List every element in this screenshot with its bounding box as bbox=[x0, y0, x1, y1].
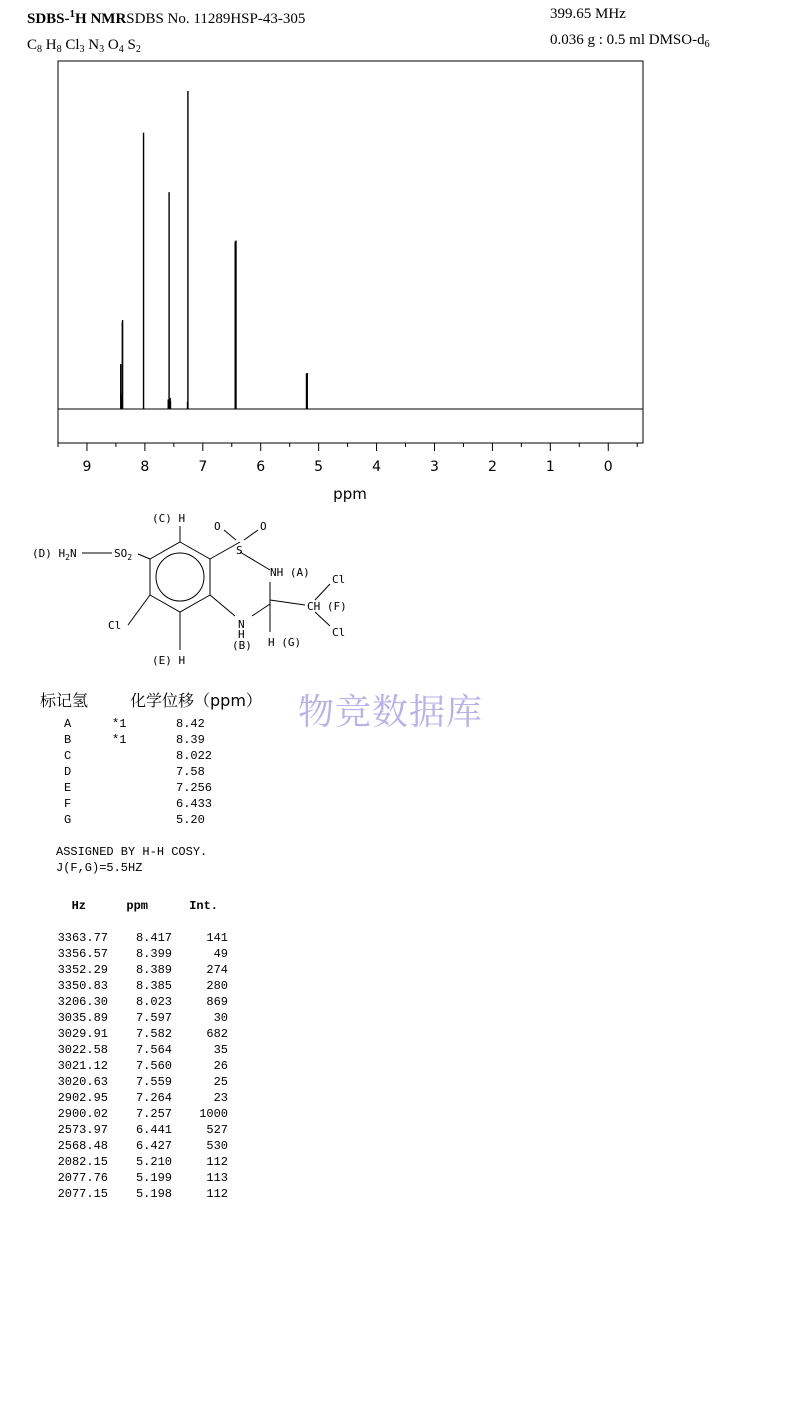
peak-row bbox=[48, 1154, 228, 1170]
label-o2: O bbox=[260, 520, 267, 533]
assignment-shift: 8.39 bbox=[176, 733, 205, 747]
x-tick-label: 3 bbox=[430, 459, 439, 475]
formula-subscript: 3 bbox=[79, 44, 85, 55]
assignment-shift: 7.256 bbox=[176, 781, 213, 795]
assignment-row bbox=[64, 732, 212, 748]
formula-element: S bbox=[123, 37, 136, 53]
note-coupling: J(F,G)=5.5HZ bbox=[56, 861, 143, 875]
assignment-shift: 6.433 bbox=[176, 797, 213, 811]
label-cl-bottom: Cl bbox=[332, 626, 346, 639]
label-d-h2n: (D) $H_2N$ bbox=[32, 547, 77, 562]
assignment-label: D bbox=[64, 765, 72, 779]
peak-row bbox=[48, 1170, 228, 1186]
x-tick-label: 5 bbox=[314, 459, 324, 475]
sample-main: 0.036 g : 0.5 ml DMSO-d bbox=[550, 32, 705, 48]
peak-ppm: 5.198 bbox=[135, 1187, 172, 1201]
peak-int: 141 bbox=[206, 931, 228, 945]
assignment-label: F bbox=[64, 797, 72, 811]
label-s-ring: S bbox=[236, 544, 243, 557]
peak-hz: 2568.48 bbox=[57, 1139, 108, 1153]
peak-row bbox=[48, 1010, 228, 1026]
frequency: 399.65 MHz bbox=[550, 6, 626, 22]
peak-row bbox=[48, 1186, 228, 1202]
formula-element: Cl bbox=[61, 37, 80, 53]
label-b: (B) bbox=[232, 639, 252, 652]
peak-hz: 3356.57 bbox=[57, 947, 108, 961]
header-hz: Hz bbox=[71, 899, 86, 913]
chemical-structure bbox=[0, 0, 794, 680]
peak-row bbox=[48, 994, 228, 1010]
peak-int: 112 bbox=[206, 1155, 228, 1169]
formula-subscript: 2 bbox=[135, 44, 141, 55]
label-so2: $SO_2$ bbox=[114, 547, 133, 562]
title-prefix: SDBS- bbox=[27, 11, 70, 27]
peak-ppm: 6.427 bbox=[135, 1139, 172, 1153]
peak-ppm: 8.385 bbox=[135, 979, 172, 993]
assignment-label: B bbox=[64, 733, 72, 747]
peak-hz: 2900.02 bbox=[57, 1107, 108, 1121]
title-suffix: H NMR bbox=[75, 11, 127, 27]
assignment-label: A bbox=[64, 717, 72, 731]
formula-subscript: 3 bbox=[99, 44, 105, 55]
aromatic-circle bbox=[156, 553, 204, 601]
peak-row bbox=[48, 946, 228, 962]
header-ppm: ppm bbox=[126, 899, 148, 913]
x-tick-label: 2 bbox=[487, 459, 497, 475]
peak-int: 530 bbox=[206, 1139, 228, 1153]
peak-list-rows bbox=[48, 930, 228, 1202]
formula-element: C bbox=[27, 37, 38, 53]
label-cl-ring: Cl bbox=[108, 619, 122, 632]
label-n-b: N bbox=[238, 618, 245, 631]
label-ch-f: CH (F) bbox=[307, 600, 347, 613]
assignment-label: C bbox=[64, 749, 72, 763]
label-cl-top: Cl bbox=[332, 573, 346, 586]
peak-hz: 3021.12 bbox=[57, 1059, 108, 1073]
peak-ppm: 8.399 bbox=[135, 947, 172, 961]
label-o1: O bbox=[214, 520, 221, 533]
peak-row bbox=[48, 1138, 228, 1154]
peak-int: 527 bbox=[206, 1123, 228, 1137]
formula-subscript: 4 bbox=[118, 44, 124, 55]
label-nh-a: NH (A) bbox=[270, 566, 310, 579]
peak-ppm: 6.441 bbox=[135, 1123, 172, 1137]
x-tick-label: 7 bbox=[198, 459, 208, 475]
peak-row bbox=[48, 1106, 228, 1122]
sample-sub: 6 bbox=[704, 39, 710, 50]
peak-ppm: 7.597 bbox=[135, 1011, 172, 1025]
assignment-table bbox=[64, 716, 212, 828]
formula-element: N bbox=[84, 37, 100, 53]
header-int: Int. bbox=[189, 899, 218, 913]
peak-hz: 2573.97 bbox=[57, 1123, 108, 1137]
peak-int: 49 bbox=[213, 947, 228, 961]
assignment-shift: 8.42 bbox=[176, 717, 205, 731]
peak-ppm: 5.199 bbox=[135, 1171, 172, 1185]
label-c-h: (C) H bbox=[152, 512, 186, 525]
x-tick-label: 9 bbox=[82, 459, 92, 475]
peak-ppm: 7.564 bbox=[135, 1043, 172, 1057]
peak-row bbox=[48, 930, 228, 946]
assignment-row bbox=[64, 796, 212, 812]
assignment-shift: 8.022 bbox=[176, 749, 213, 763]
peak-row bbox=[48, 1058, 228, 1074]
peak-hz: 3350.83 bbox=[57, 979, 108, 993]
formula-element: O bbox=[104, 37, 119, 53]
assignment-row bbox=[64, 716, 212, 732]
assignment-shift: 5.20 bbox=[176, 813, 205, 827]
peak-ppm: 5.210 bbox=[135, 1155, 172, 1169]
x-tick-label: 0 bbox=[603, 459, 613, 475]
formula-element: H bbox=[42, 37, 57, 53]
peak-list-table bbox=[48, 898, 228, 1202]
peak-int: 25 bbox=[213, 1075, 228, 1089]
peak-ppm: 7.560 bbox=[135, 1059, 172, 1073]
assignment-label: E bbox=[64, 781, 72, 795]
peak-hz: 3020.63 bbox=[57, 1075, 108, 1089]
peak-ppm: 8.389 bbox=[135, 963, 172, 977]
peak-hz: 3035.89 bbox=[57, 1011, 108, 1025]
x-tick-label: 8 bbox=[140, 459, 150, 475]
label-h-g: H (G) bbox=[268, 636, 302, 649]
peak-row bbox=[48, 1026, 228, 1042]
label-h-b: H bbox=[238, 628, 245, 641]
peak-ppm: 7.559 bbox=[135, 1075, 172, 1089]
peak-ppm: 7.257 bbox=[135, 1107, 172, 1121]
peak-int: 26 bbox=[213, 1059, 228, 1073]
peak-ppm: 7.582 bbox=[135, 1027, 172, 1041]
peak-row bbox=[48, 1074, 228, 1090]
x-tick-label: 1 bbox=[545, 459, 555, 475]
watermark: 物竞数据库 bbox=[298, 692, 484, 733]
peak-int: 112 bbox=[206, 1187, 228, 1201]
col-shift-header: 化学位移（ppm） bbox=[130, 691, 262, 710]
peak-ppm: 8.417 bbox=[135, 931, 172, 945]
peak-hz: 3029.91 bbox=[57, 1027, 108, 1041]
peak-row bbox=[48, 978, 228, 994]
assignment-note: *1 bbox=[112, 733, 127, 747]
assignment-note: *1 bbox=[112, 717, 127, 731]
assignment-row bbox=[64, 748, 212, 764]
peak-int: 35 bbox=[213, 1043, 228, 1057]
peak-ppm: 8.023 bbox=[135, 995, 172, 1009]
peak-int: 113 bbox=[206, 1171, 228, 1185]
formula-subscript: 8 bbox=[56, 44, 62, 55]
sdbs-number: SDBS No. 11289HSP-43-305 bbox=[126, 11, 306, 27]
peak-row bbox=[48, 1090, 228, 1106]
peak-int: 280 bbox=[206, 979, 228, 993]
peak-hz: 3022.58 bbox=[57, 1043, 108, 1057]
x-axis-label: ppm bbox=[333, 485, 367, 503]
notes bbox=[56, 844, 207, 876]
peak-int: 274 bbox=[206, 963, 228, 977]
peak-row bbox=[48, 1042, 228, 1058]
peak-hz: 3352.29 bbox=[57, 963, 108, 977]
peak-list-header bbox=[48, 898, 228, 914]
assignment-row bbox=[64, 780, 212, 796]
peak-hz: 2077.76 bbox=[57, 1171, 108, 1185]
peak-hz: 2082.15 bbox=[57, 1155, 108, 1169]
x-tick-label: 4 bbox=[372, 459, 382, 475]
peak-row bbox=[48, 962, 228, 978]
peak-hz: 3206.30 bbox=[57, 995, 108, 1009]
assignment-header bbox=[40, 688, 262, 711]
assignment-label: G bbox=[64, 813, 72, 827]
x-tick-label: 6 bbox=[256, 459, 266, 475]
assignment-row bbox=[64, 764, 212, 780]
peak-hz: 3363.77 bbox=[57, 931, 108, 945]
peak-int: 30 bbox=[213, 1011, 228, 1025]
peak-hz: 2077.15 bbox=[57, 1187, 108, 1201]
peak-int: 682 bbox=[206, 1027, 228, 1041]
peak-int: 869 bbox=[206, 995, 228, 1009]
assignment-row bbox=[64, 812, 212, 828]
col-label-header: 标记氢 bbox=[40, 691, 89, 710]
peak-int: 23 bbox=[213, 1091, 228, 1105]
title-superscript: 1 bbox=[69, 8, 76, 20]
formula-subscript: 8 bbox=[37, 44, 43, 55]
label-e-h: (E) H bbox=[152, 654, 186, 667]
note-assigned: ASSIGNED BY H-H COSY. bbox=[56, 845, 208, 859]
assignment-shift: 7.58 bbox=[176, 765, 205, 779]
peak-ppm: 7.264 bbox=[135, 1091, 172, 1105]
peak-row bbox=[48, 1122, 228, 1138]
peak-int: 1000 bbox=[199, 1107, 228, 1121]
peak-hz: 2902.95 bbox=[57, 1091, 108, 1105]
